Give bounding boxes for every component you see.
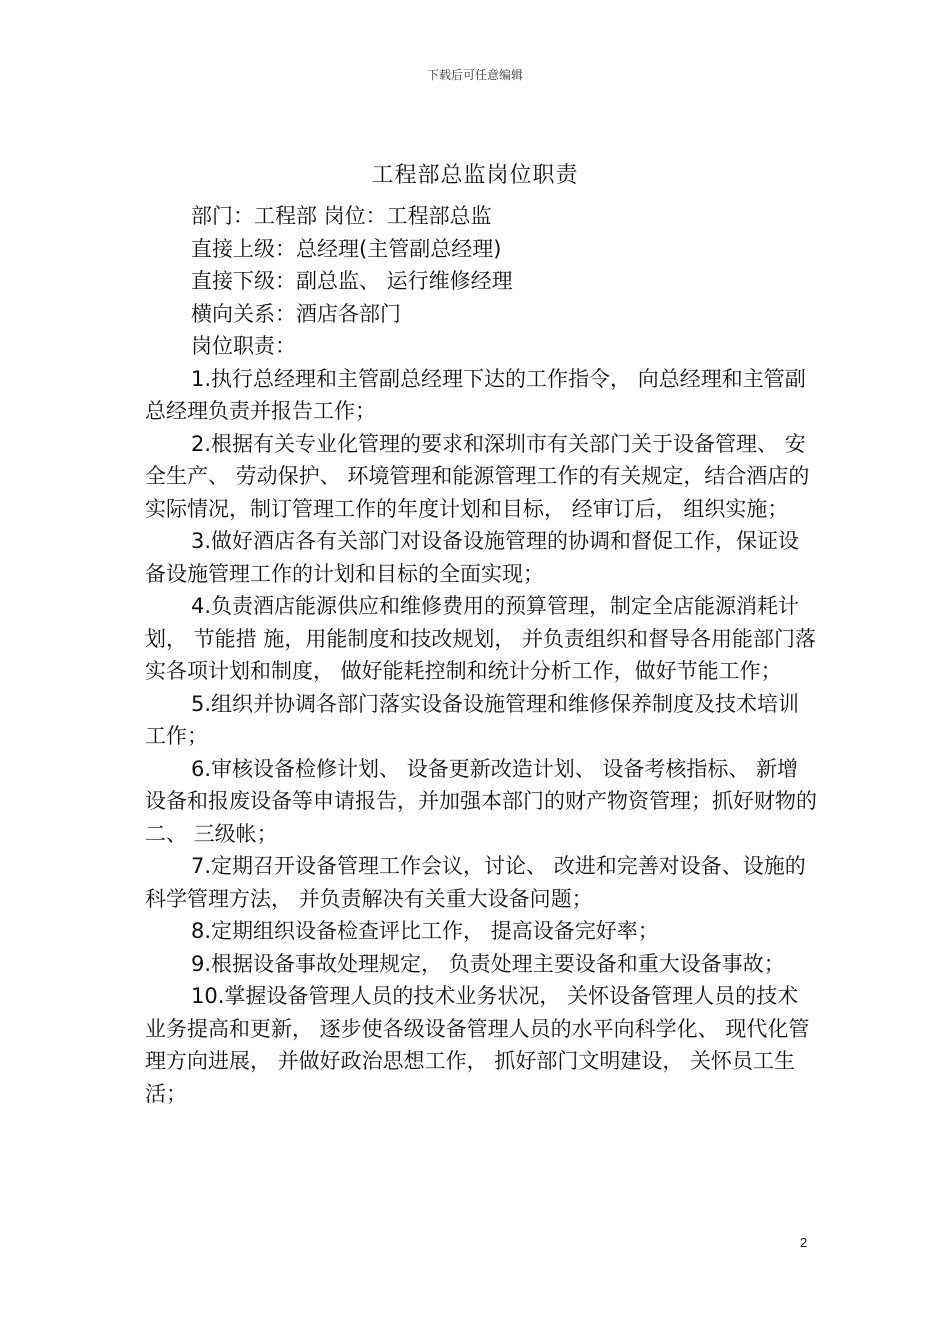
duty-item: 6.审核设备检修计划、 设备更新改造计划、 设备考核指标、 新增设备和报废设备等申请报告，并加强本部门的财产物资管理；抓好财物的二、 三级帐； <box>145 756 817 846</box>
page-number: 2 <box>800 1235 808 1250</box>
document-body <box>145 200 817 1110</box>
duty-item: 1.执行总经理和主管副总经理下达的工作指令， 向总经理和主管副总经理负责并报告工作； <box>145 366 806 423</box>
header-note: 下载后可任意编辑 <box>426 68 523 82</box>
duty-item: 8.定期组织设备检查评比工作， 提高设备完好率； <box>191 919 659 943</box>
duty-item: 10.掌握设备管理人员的技术业务状况， 关怀设备管理人员的技术业务提高和更新， 逐步使各级设备管理人员的水平向科学化、 现代化管理方向进展， 并做好政治思想工作， 抓好部门文明建设， 关怀员工生活； <box>145 984 810 1106</box>
duty-item: 5.组织并协调各部门落实设备设施管理和维修保养制度及技术培训工作； <box>145 691 800 748</box>
duty-item: 9.根据设备事故处理规定， 负责处理主要设备和重大设备事故； <box>191 951 785 976</box>
horizontal-relation-line: 横向关系：酒店各部门 <box>191 301 401 326</box>
duty-item: 7.定期召开设备管理工作会议，讨论、 改进和完善对设备、设施的科学管理方法， 并负责解决有关重大设备问题； <box>145 854 806 911</box>
document-title: 工程部总监岗位职责 <box>371 163 579 188</box>
direct-superior-line: 直接上级：总经理(主管副总经理) <box>191 236 502 261</box>
direct-subordinate-line: 直接下级：副总监、 运行维修经理 <box>191 269 513 293</box>
duty-item: 3.做好酒店各有关部门对设备设施管理的协调和督促工作，保证设备设施管理工作的计划和目标的全面实现； <box>145 529 800 586</box>
duty-item: 2.根据有关专业化管理的要求和深圳市有关部门关于设备管理、 安全生产、 劳动保护、 环境管理和能源管理工作的有关规定，结合酒店的实际情况，制订管理工作的年度计划和目标， 经审订后， 组织实施； <box>145 431 810 521</box>
duty-item: 4.负责酒店能源供应和维修费用的预算管理，制定全店能源消耗计划， 节能措 施，用能制度和技改规划， 并负责组织和督导各用能部门落实各项计划和制度， 做好能耗控制和统计分析工作，做好节能工作； <box>145 594 817 683</box>
department-position-line: 部门：工程部 岗位：工程部总监 <box>191 204 492 228</box>
duties-heading: 岗位职责： <box>191 334 296 358</box>
